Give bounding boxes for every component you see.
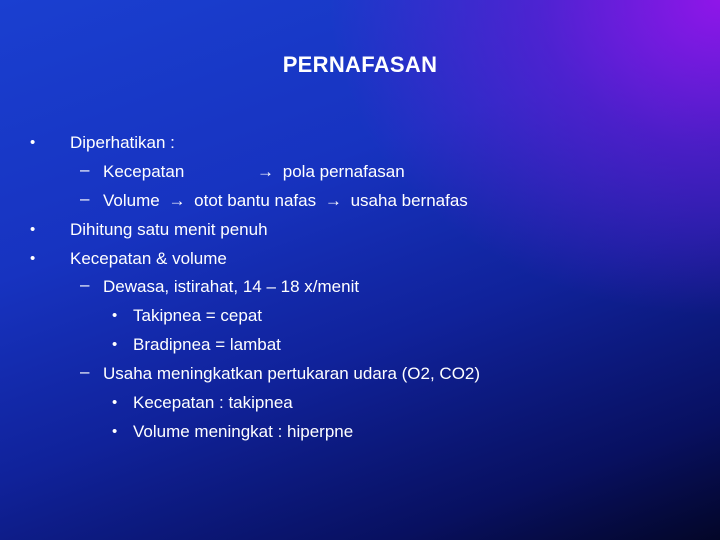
item-text: Volume <box>103 191 160 210</box>
list-item: Usaha meningkatkan pertukaran udara (O2, CO2) <box>103 364 481 383</box>
item-text: pola pernafasan <box>282 162 405 181</box>
arrow-right-icon: → <box>257 162 275 181</box>
list-item: Dihitung satu menit penuh <box>70 220 268 239</box>
list-item <box>103 160 405 184</box>
bullet-icon: • <box>30 221 36 238</box>
bullet-icon: • <box>30 134 36 151</box>
dash-icon: – <box>80 189 90 208</box>
list-item: Volume meningkat : hiperpne <box>133 422 354 441</box>
list-item <box>103 189 468 213</box>
list-item: Kecepatan : takipnea <box>133 393 293 412</box>
dash-icon: – <box>80 160 90 179</box>
bullet-icon: • <box>112 394 118 411</box>
bullet-icon: • <box>112 423 118 440</box>
bullet-icon: • <box>112 336 118 353</box>
item-text: Kecepatan <box>103 162 185 181</box>
bullet-icon: • <box>112 307 118 324</box>
list-item: Diperhatikan : <box>70 133 175 152</box>
arrow-right-icon: → <box>324 191 342 210</box>
slide-title: PERNAFASAN <box>282 52 438 77</box>
list-item: Bradipnea = lambat <box>133 335 281 354</box>
item-text: otot bantu nafas <box>194 191 317 210</box>
item-text: usaha bernafas <box>350 191 468 210</box>
list-item: Dewasa, istirahat, 14 – 18 x/menit <box>103 277 360 296</box>
bullet-icon: • <box>30 250 36 267</box>
list-item: Takipnea = cepat <box>133 306 263 325</box>
list-item: Kecepatan & volume <box>70 249 227 268</box>
dash-icon: – <box>80 362 90 381</box>
dash-icon: – <box>80 275 90 294</box>
arrow-right-icon: → <box>168 191 186 210</box>
